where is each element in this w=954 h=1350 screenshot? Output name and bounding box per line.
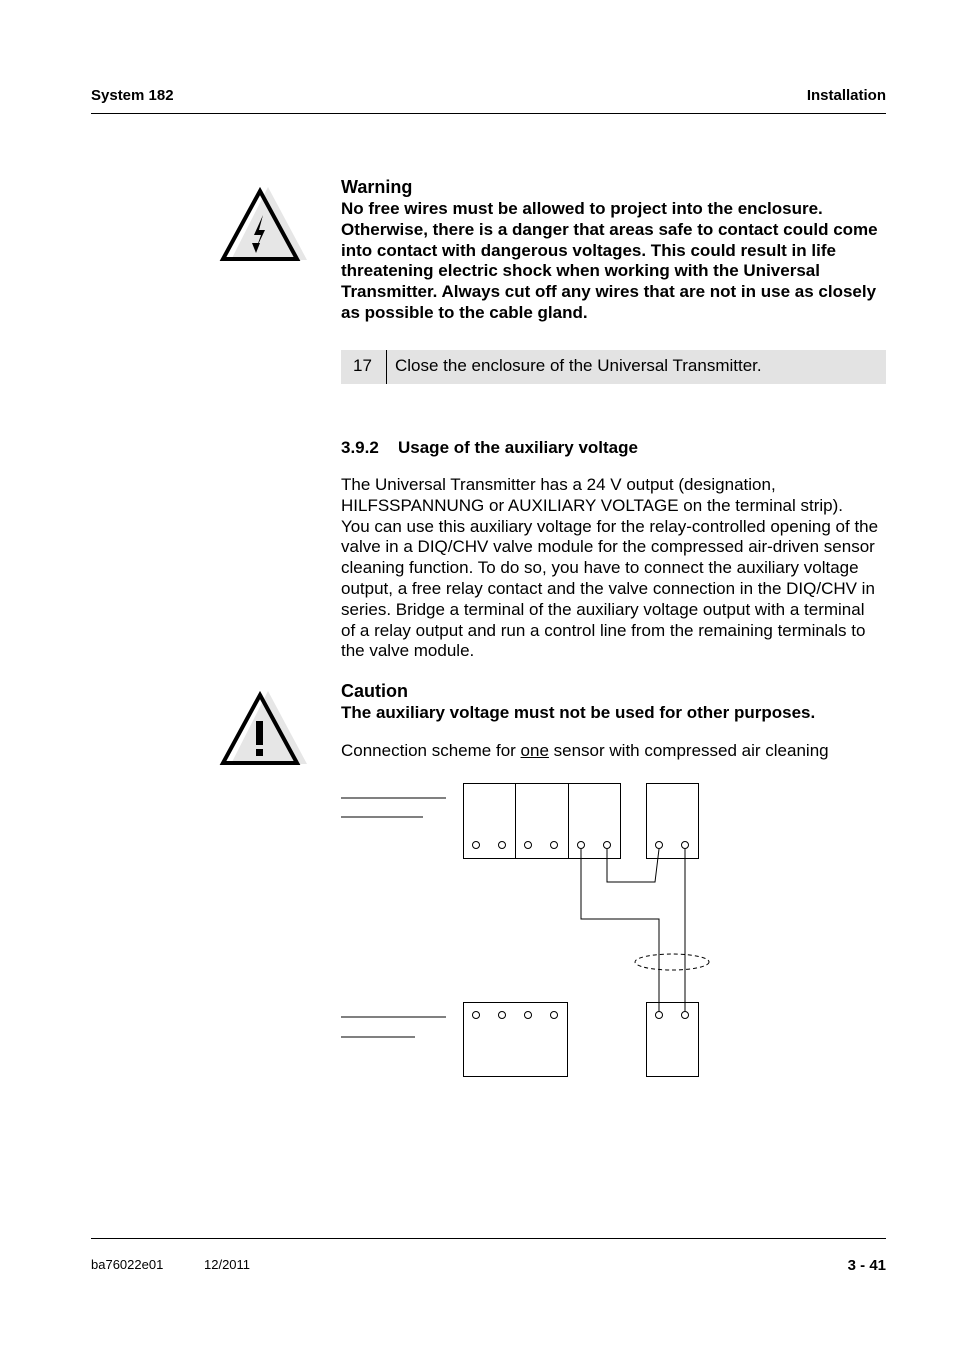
page-number: 3 - 41 — [847, 1257, 886, 1274]
header-title: System 182 — [91, 87, 174, 104]
step-text: Close the enclosure of the Universal Transmitter. — [395, 356, 762, 375]
terminal — [525, 842, 532, 849]
header-rule — [91, 113, 886, 114]
terminal — [525, 1012, 532, 1019]
body-paragraph: The Universal Transmitter has a 24 V output (designation, HILFSSPANNUNG or AUXILIARY VOLTAGE on the terminal strip). You can use this auxiliary voltage for the relay-controlled opening of the valve in a DIQ/CHV valve module for the compressed air-driven sensor cleaning function. To do so, you have to connect the auxiliary voltage output, a free relay contact and the valve connection in the DIQ/CHV in series. Bridge a terminal of the auxiliary voltage output with a terminal of a relay output and run a control line from the remaining terminals to the valve module. — [341, 475, 879, 661]
warning-text: No free wires must be allowed to project into the enclosure. Otherwise, there is a danger that areas safe to contact could come into contact with dangerous voltages. This could result in life threatening electric shock when working with the Universal Transmitter. Always cut off any wires that are not in use as closely as possible to the cable gland. — [341, 199, 878, 322]
terminal — [682, 842, 689, 849]
valve-terminal-block-upper — [647, 784, 699, 859]
footer-rule — [91, 1238, 886, 1239]
terminal — [473, 842, 480, 849]
scheme-caption: Connection scheme for one sensor with compressed air cleaning — [341, 741, 829, 760]
bridge-wire — [607, 849, 659, 882]
terminal — [656, 842, 663, 849]
connection-scheme-diagram — [330, 775, 730, 1085]
valve-terminal-block-lower — [647, 1003, 699, 1077]
terminal — [499, 1012, 506, 1019]
section-number: 3.9.2 — [341, 438, 379, 457]
caution-text: The auxiliary voltage must not be used for other purposes. — [341, 703, 816, 722]
header-section: Installation — [806, 87, 886, 104]
terminal — [656, 1012, 663, 1019]
cable-ellipse — [635, 954, 709, 970]
step-number: 17 — [353, 356, 372, 375]
terminal — [551, 842, 558, 849]
terminal — [473, 1012, 480, 1019]
caution-exclamation-icon — [219, 689, 309, 769]
caution-title: Caution — [341, 681, 408, 701]
step-row — [341, 350, 886, 384]
terminal — [578, 842, 585, 849]
footer-doc-id: ba76022e01 — [91, 1257, 164, 1272]
terminal — [604, 842, 611, 849]
electric-shock-warning-icon — [219, 185, 309, 265]
terminal-block-upper — [464, 784, 621, 859]
warning-title: Warning — [341, 177, 413, 197]
terminal — [499, 842, 506, 849]
step-divider — [386, 350, 387, 384]
section-title: Usage of the auxiliary voltage — [398, 438, 638, 457]
terminal — [682, 1012, 689, 1019]
control-wire — [581, 849, 659, 1011]
terminal — [551, 1012, 558, 1019]
footer-date: 12/2011 — [204, 1257, 251, 1272]
